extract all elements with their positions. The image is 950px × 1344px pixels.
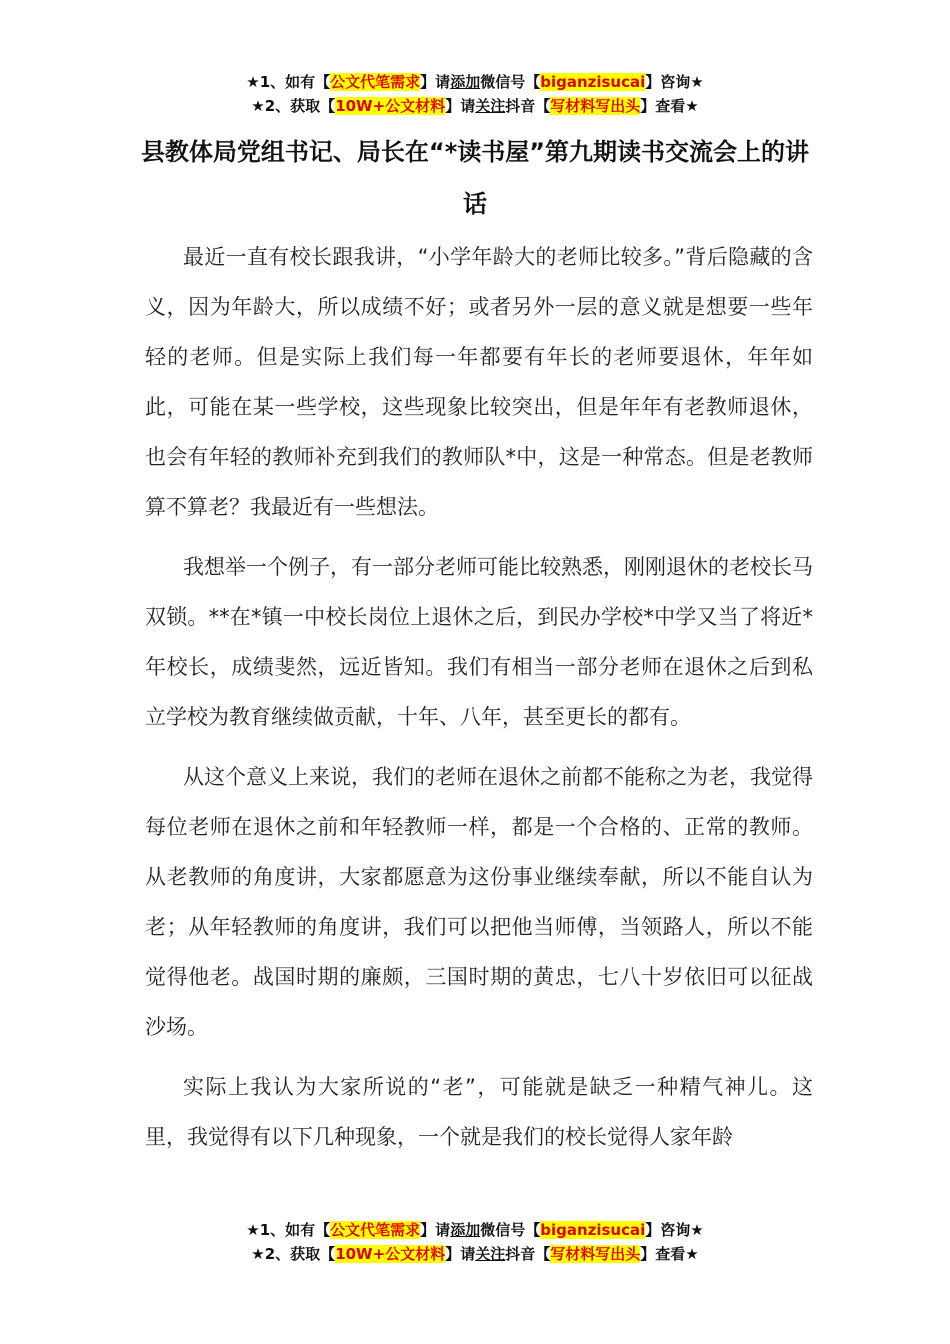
banner-text: 】咨询★ [645, 1221, 704, 1239]
banner-text: 】查看★ [640, 97, 699, 115]
banner-line-2 [0, 94, 950, 118]
paragraph-1: 最近一直有校长跟我讲，“小学年龄大的老师比较多。”背后隐藏的含义，因为年龄大，所以成绩不好；或者另外一层的意义就是想要一些年轻的老师。但是实际上我们每一年都要有年长的老师要退休，年年如此，可能在某一些学校，这些现象比较突出，但是年年有老教师退休，也会有年轻的教师补充到我们的教师队*中，这是一种常态。但是老教师算不算老？我最近有一些想法。 [145, 245, 813, 519]
banner-highlight: 10W+公文材料 [335, 1245, 446, 1263]
banner-line-1 [0, 1218, 950, 1242]
header-banner [0, 70, 950, 118]
banner-douyin-id: 写材料写出头 [550, 1245, 641, 1263]
banner-line-2 [0, 1242, 950, 1266]
banner-line-1 [0, 70, 950, 94]
footer-banner [0, 1218, 950, 1266]
banner-underline: 添加 [450, 73, 481, 91]
paragraph-4: 实际上我认为大家所说的“老”，可能就是缺乏一种精气神儿。这里，我觉得有以下几种现象，一个就是我们的校长觉得人家年龄 [145, 1075, 813, 1149]
banner-text: 】请 [420, 1221, 451, 1239]
banner-wechat-id: biganzisucai [540, 1221, 646, 1239]
banner-text: 】咨询★ [645, 73, 704, 91]
banner-text: 微信号【 [480, 73, 541, 91]
banner-text: 】请 [420, 73, 451, 91]
banner-text: ★2、获取【 [251, 1245, 336, 1263]
banner-text: ★1、如有【 [246, 1221, 331, 1239]
paragraph-2: 我想举一个例子，有一部分老师可能比较熟悉，刚刚退休的老校长马双锁。**在*镇一中校长岗位上退休之后，到民办学校*中学又当了将近*年校长，成绩斐然，远近皆知。我们有相当一部分老师在退休之后到私立学校为教育继续做贡献，十年、八年，甚至更长的都有。 [145, 555, 813, 729]
banner-text: 抖音【 [505, 1245, 551, 1263]
banner-text: ★1、如有【 [246, 73, 331, 91]
banner-highlight: 公文代笔需求 [330, 1221, 421, 1239]
banner-underline: 关注 [475, 1245, 506, 1263]
banner-highlight: 公文代笔需求 [330, 73, 421, 91]
banner-highlight: 10W+公文材料 [335, 97, 446, 115]
document-body [145, 232, 813, 1172]
banner-text: 】查看★ [640, 1245, 699, 1263]
banner-text: 】请 [445, 97, 476, 115]
banner-text: 】请 [445, 1245, 476, 1263]
banner-wechat-id: biganzisucai [540, 73, 646, 91]
banner-text: 微信号【 [480, 1221, 541, 1239]
paragraph-3: 从这个意义上来说，我们的老师在退休之前都不能称之为老，我觉得每位老师在退休之前和年轻教师一样，都是一个合格的、正常的教师。从老教师的角度讲，大家都愿意为这份事业继续奉献，所以不能自认为老；从年轻教师的角度讲，我们可以把他当师傅，当领路人，所以不能觉得他老。战国时期的廉颇，三国时期的黄忠，七八十岁依旧可以征战沙场。 [145, 765, 813, 1039]
banner-text: 抖音【 [505, 97, 551, 115]
document-title: 县教体局党组书记、局长在“*读书屋”第九期读书交流会上的讲话 [140, 138, 810, 218]
banner-text: ★2、获取【 [251, 97, 336, 115]
banner-underline: 关注 [475, 97, 506, 115]
banner-underline: 添加 [450, 1221, 481, 1239]
banner-douyin-id: 写材料写出头 [550, 97, 641, 115]
